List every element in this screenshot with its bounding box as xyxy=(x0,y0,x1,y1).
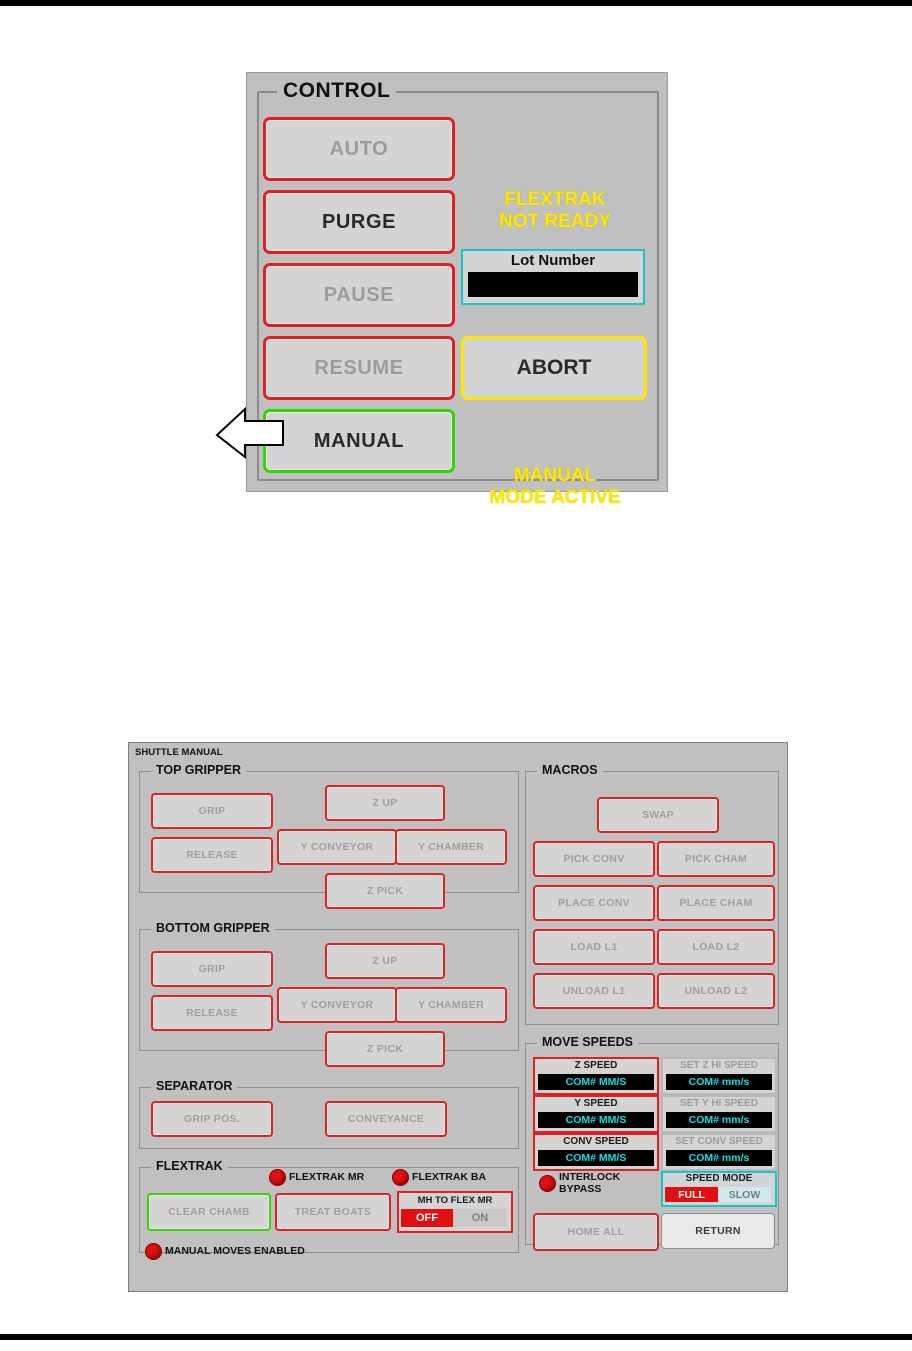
manual-button[interactable]: MANUAL xyxy=(263,409,455,473)
macro-load-l1-button[interactable]: LOAD L1 xyxy=(533,929,655,965)
mh-off-option[interactable]: OFF xyxy=(401,1209,453,1227)
pointer-arrow-annotation xyxy=(215,405,285,461)
bottom-gripper-z-up-button[interactable]: Z UP xyxy=(325,943,445,979)
set-z-hi-speed-value: COM# mm/s xyxy=(666,1074,772,1090)
set-z-hi-speed-field[interactable] xyxy=(661,1057,777,1095)
separator-grip-pos-button[interactable]: GRIP POS. xyxy=(151,1101,273,1137)
macros-title: MACROS xyxy=(537,763,603,777)
auto-button[interactable]: AUTO xyxy=(263,117,455,181)
page-top-rule xyxy=(0,0,912,6)
interlock-bypass-label xyxy=(559,1171,620,1195)
bottom-gripper-title: BOTTOM GRIPPER xyxy=(151,921,275,935)
top-gripper-title: TOP GRIPPER xyxy=(151,763,246,777)
conv-speed-value: COM# MM/S xyxy=(538,1150,654,1166)
manual-mode-line1: MANUAL xyxy=(513,465,597,486)
manual-mode-status xyxy=(463,465,647,509)
clear-chamb-button[interactable]: CLEAR CHAMB xyxy=(147,1193,271,1231)
resume-button[interactable]: RESUME xyxy=(263,336,455,400)
macro-unload-l2-button[interactable]: UNLOAD L2 xyxy=(657,973,775,1009)
conv-speed-field[interactable] xyxy=(533,1133,659,1171)
z-speed-field[interactable] xyxy=(533,1057,659,1095)
pause-button[interactable]: PAUSE xyxy=(263,263,455,327)
flextrak-mr-label: FLEXTRAK MR xyxy=(289,1171,365,1183)
manual-moves-label: MANUAL MOVES ENABLED xyxy=(165,1245,305,1257)
treat-boats-button[interactable]: TREAT BOATS xyxy=(275,1193,391,1231)
bottom-gripper-z-pick-button[interactable]: Z PICK xyxy=(325,1031,445,1067)
top-gripper-grip-button[interactable]: GRIP xyxy=(151,793,273,829)
manual-moves-led-icon xyxy=(145,1243,162,1260)
bottom-gripper-y-conveyor-button[interactable]: Y CONVEYOR xyxy=(277,987,397,1023)
z-speed-label: Z SPEED xyxy=(574,1060,618,1071)
bottom-gripper-release-button[interactable]: RELEASE xyxy=(151,995,273,1031)
set-y-hi-speed-field[interactable] xyxy=(661,1095,777,1133)
move-speeds-title: MOVE SPEEDS xyxy=(537,1035,638,1049)
top-gripper-y-conveyor-button[interactable]: Y CONVEYOR xyxy=(277,829,397,865)
speed-mode-slow-option[interactable]: SLOW xyxy=(718,1187,771,1202)
lot-number-box xyxy=(461,249,645,305)
macro-pick-conv-button[interactable]: PICK CONV xyxy=(533,841,655,877)
flextrak-mr-led-icon xyxy=(269,1169,286,1186)
interlock-bypass-led-icon xyxy=(539,1175,556,1192)
set-y-hi-speed-value: COM# mm/s xyxy=(666,1112,772,1128)
top-gripper-z-pick-button[interactable]: Z PICK xyxy=(325,873,445,909)
set-y-hi-speed-label: SET Y HI SPEED xyxy=(680,1098,758,1109)
set-conv-speed-label: SET CONV SPEED xyxy=(675,1136,763,1147)
abort-button[interactable]: ABORT xyxy=(461,336,647,400)
macro-swap-button[interactable]: SWAP xyxy=(597,797,719,833)
flextrak-title: FLEXTRAK xyxy=(151,1159,228,1173)
return-button[interactable]: RETURN xyxy=(661,1213,775,1249)
interlock-bypass-line1: INTERLOCK xyxy=(559,1171,621,1183)
interlock-bypass-line2: BYPASS xyxy=(559,1183,602,1196)
y-speed-field[interactable] xyxy=(533,1095,659,1133)
flextrak-status xyxy=(467,189,643,233)
macro-load-l2-button[interactable]: LOAD L2 xyxy=(657,929,775,965)
top-gripper-z-up-button[interactable]: Z UP xyxy=(325,785,445,821)
macro-pick-cham-button[interactable]: PICK CHAM xyxy=(657,841,775,877)
y-speed-value: COM# MM/S xyxy=(538,1112,654,1128)
separator-conveyance-button[interactable]: CONVEYANCE xyxy=(325,1101,447,1137)
flextrak-ba-led-icon xyxy=(392,1169,409,1186)
bottom-gripper-y-chamber-button[interactable]: Y CHAMBER xyxy=(395,987,507,1023)
lot-number-label: Lot Number xyxy=(510,252,596,269)
speed-mode-full-option[interactable]: FULL xyxy=(665,1187,718,1202)
mh-on-option[interactable]: ON xyxy=(453,1209,507,1227)
macro-place-conv-button[interactable]: PLACE CONV xyxy=(533,885,655,921)
flextrak-status-line2: NOT READY xyxy=(499,210,611,232)
set-z-hi-speed-label: SET Z HI SPEED xyxy=(680,1060,758,1071)
speed-mode-label: SPEED MODE xyxy=(685,1173,753,1184)
set-conv-speed-value: COM# mm/s xyxy=(666,1150,772,1166)
mh-to-flex-mr-label: MH TO FLEX MR xyxy=(417,1195,493,1206)
macro-unload-l1-button[interactable]: UNLOAD L1 xyxy=(533,973,655,1009)
control-group-title: CONTROL xyxy=(277,79,396,103)
page-bottom-rule xyxy=(0,1334,912,1340)
shuttle-manual-panel xyxy=(128,742,788,1292)
manual-mode-line2: MODE ACTIVE xyxy=(489,486,621,508)
speed-mode-toggle[interactable] xyxy=(661,1171,777,1207)
mh-to-flex-mr-toggle[interactable] xyxy=(397,1191,513,1233)
flextrak-status-line1: FLEXTRAK xyxy=(504,189,606,210)
control-panel xyxy=(246,72,668,508)
purge-button[interactable]: PURGE xyxy=(263,190,455,254)
macro-place-cham-button[interactable]: PLACE CHAM xyxy=(657,885,775,921)
bottom-gripper-grip-button[interactable]: GRIP xyxy=(151,951,273,987)
y-speed-label: Y SPEED xyxy=(574,1098,618,1109)
top-gripper-y-chamber-button[interactable]: Y CHAMBER xyxy=(395,829,507,865)
flextrak-ba-label: FLEXTRAK BA xyxy=(412,1171,487,1183)
conv-speed-label: CONV SPEED xyxy=(563,1136,629,1147)
top-gripper-release-button[interactable]: RELEASE xyxy=(151,837,273,873)
lot-number-input[interactable] xyxy=(468,272,638,297)
z-speed-value: COM# MM/S xyxy=(538,1074,654,1090)
set-conv-speed-field[interactable] xyxy=(661,1133,777,1171)
shuttle-manual-title: SHUTTLE MANUAL xyxy=(135,747,223,758)
separator-title: SEPARATOR xyxy=(151,1079,237,1093)
home-all-button[interactable]: HOME ALL xyxy=(533,1213,659,1251)
